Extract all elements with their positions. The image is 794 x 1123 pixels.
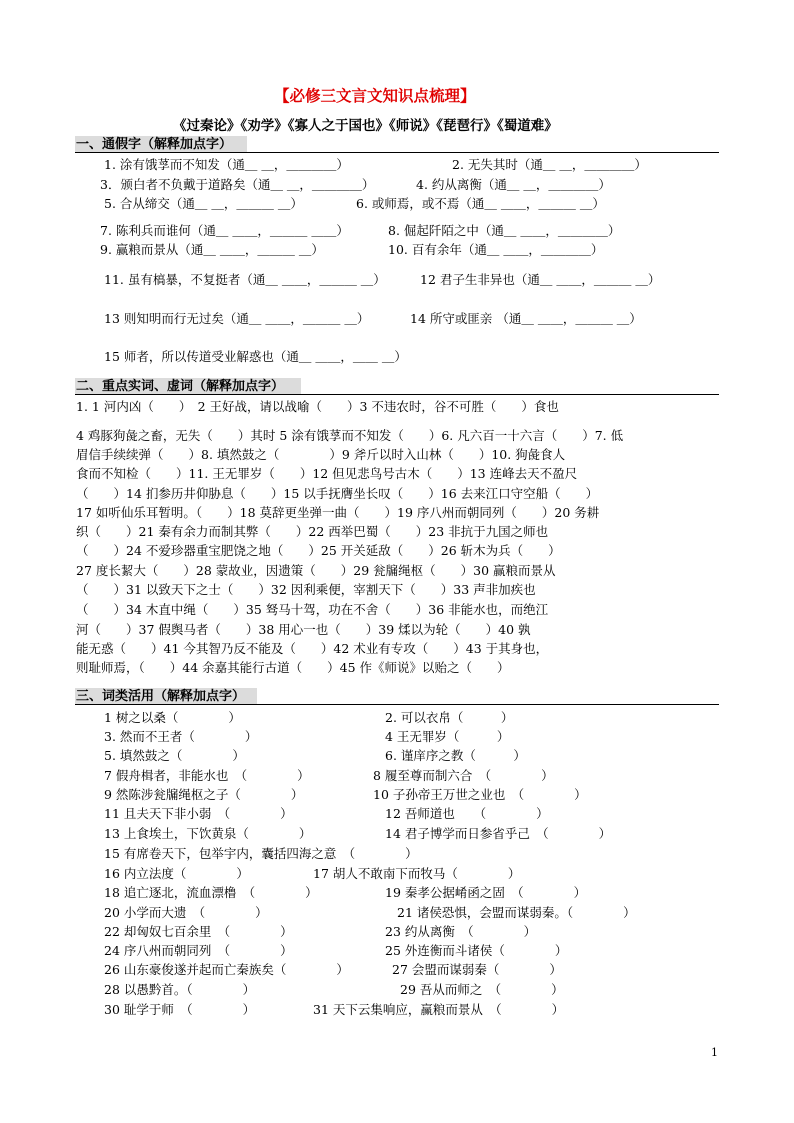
list-item: 1. 涂有饿莩而不知发（通＿ ＿，＿＿＿＿） bbox=[104, 157, 349, 172]
list-item: 12 君子生非异也（通＿ ＿＿，＿＿＿ ＿） bbox=[420, 272, 661, 287]
text-line: 食而不知检（ ）11. 王无罪岁（ ）12 但见悲鸟号古木（ ）13 连峰去天不盈尺 bbox=[76, 466, 578, 481]
list-item: 14 所守或匪亲 （通＿ ＿＿，＿＿＿ ＿） bbox=[410, 311, 642, 326]
document-title: 【必修三文言文知识点梳理】 bbox=[274, 86, 476, 105]
list-item: 21 诸侯恐惧，会盟而谋弱秦。（ ） bbox=[397, 905, 636, 920]
list-item: 17 胡人不敢南下而牧马（ ） bbox=[313, 866, 521, 881]
page-number: 1 bbox=[711, 1046, 718, 1059]
list-item: 2. 可以衣帛（ ） bbox=[385, 710, 514, 725]
text-line: （ ）14 扪参历井仰胁息（ ）15 以手抚膺坐长叹（ ）16 去来江口守空船（ ） bbox=[76, 486, 599, 501]
list-item: 23 约从离衡 （ ） bbox=[385, 924, 537, 939]
list-item: 16 内立法度（ ） bbox=[104, 866, 249, 881]
list-item: 29 吾从而师之 （ ） bbox=[400, 982, 564, 997]
list-item: 4. 约从离衡（通＿ ＿，＿＿＿＿） bbox=[416, 177, 611, 192]
list-item: 18 追亡逐北，流血漂橹 （ ） bbox=[104, 885, 318, 900]
text-line: 27 度长絜大（ ）28 蒙故业，因遗策（ ）29 瓮牖绳枢（ ）30 赢粮而景从 bbox=[76, 563, 556, 578]
list-item: 30 耻学于师 （ ） bbox=[104, 1002, 256, 1017]
list-item: 28 以愚黔首。（ ） bbox=[104, 982, 256, 997]
text-line: （ ）31 以致天下之士（ ）32 因利乘便，宰割天下（ ）33 声非加疾也 bbox=[76, 582, 536, 597]
list-item: 20 小学而大遗 （ ） bbox=[104, 905, 268, 920]
text-line: （ ）34 木直中绳（ ）35 驽马十驾，功在不舍（ ）36 非能水也，而绝江 bbox=[76, 602, 549, 617]
list-item: 12 吾师道也 （ ） bbox=[385, 806, 549, 821]
list-item: 5. 合从缔交（通＿ ＿，＿＿＿ ＿） bbox=[104, 196, 303, 211]
list-item: 5. 填然鼓之（ ） bbox=[104, 748, 245, 763]
list-item: 6. 谨庠序之教（ ） bbox=[385, 748, 526, 763]
list-item: 11. 虽有槁暴，不复挺者（通＿ ＿＿，＿＿＿ ＿） bbox=[104, 272, 386, 287]
list-item: 13 上食埃土，下饮黄泉（ ） bbox=[104, 826, 312, 841]
text-line: 17 如听仙乐耳暂明。（ ）18 莫辞更坐弹一曲（ ）19 序八州而朝同列（ ）20 务耕 bbox=[76, 505, 600, 520]
list-item: 10 子孙帝王万世之业也 （ ） bbox=[373, 787, 587, 802]
list-item: 15 师者，所以传道受业解惑也（通＿ ＿＿，＿＿ ＿） bbox=[104, 349, 407, 364]
list-item: 8 履至尊而制六合 （ ） bbox=[373, 768, 554, 783]
list-item: 3. 然而不王者（ ） bbox=[104, 729, 258, 744]
list-item: 31 天下云集响应，赢粮而景从 （ ） bbox=[313, 1002, 565, 1017]
list-item: 2. 无失其时（通＿ ＿，＿＿＿＿） bbox=[452, 157, 647, 172]
text-line: 1. 1 河内凶（ ） 2 王好战，请以战喻（ ）3 不违农时，谷不可胜（ ）食也 bbox=[76, 399, 559, 414]
list-item: 19 秦孝公据崤函之固 （ ） bbox=[385, 885, 587, 900]
list-item: 9 然陈涉瓮牖绳枢之子（ ） bbox=[104, 787, 304, 802]
list-item: 26 山东豪俊遂并起而亡秦族矣（ ） bbox=[104, 962, 349, 977]
text-line: 眉信手续续弹（ ）8. 填然鼓之（ ）9 斧斤以时入山林（ ）10. 狗彘食人 bbox=[76, 447, 566, 462]
section-heading-tongjiazi: 一、通假字（解释加点字） bbox=[76, 137, 233, 152]
list-item: 13 则知明而行无过矣（通＿ ＿＿，＿＿＿ ＿） bbox=[104, 311, 370, 326]
text-line: 则耻师焉，（ ）44 余嘉其能行古道（ ）45 作《师说》以贻之（ ） bbox=[76, 660, 510, 675]
list-item: 10. 百有余年（通＿ ＿＿，＿＿＿＿） bbox=[388, 242, 604, 257]
list-item: 3．颁白者不负戴于道路矣（通＿ ＿，＿＿＿＿） bbox=[100, 177, 375, 192]
list-item: 4 王无罪岁（ ） bbox=[385, 729, 510, 744]
list-item: 24 序八州而朝同列 （ ） bbox=[104, 943, 293, 958]
text-line: 4 鸡豚狗彘之畜，无失（ ）其时 5 涂有饿莩而不知发（ ）6. 凡六百一十六言（ ）7. 低 bbox=[76, 428, 624, 443]
list-item: 1 树之以桑（ ） bbox=[104, 710, 241, 725]
section-heading-cilei-huoyong: 三、词类活用（解释加点字） bbox=[76, 689, 246, 704]
list-item: 7 假舟楫者，非能水也 （ ） bbox=[104, 768, 310, 783]
list-item: 11 且夫天下非小弱 （ ） bbox=[104, 806, 293, 821]
list-item: 14 君子博学而日参省乎己 （ ） bbox=[385, 826, 612, 841]
text-line: 能无惑（ ）41 今其智乃反不能及（ ）42 术业有专攻（ ）43 于其身也， bbox=[76, 641, 549, 656]
list-item: 9. 赢粮而景从（通＿ ＿＿，＿＿＿ ＿） bbox=[100, 242, 324, 257]
section-heading-shici-xuci: 二、重点实词、虚词（解释加点字） bbox=[76, 379, 285, 394]
list-item: 22 却匈奴七百余里 （ ） bbox=[104, 924, 293, 939]
list-item: 25 外连衡而斗诸侯（ ） bbox=[385, 943, 568, 958]
list-item: 7. 陈利兵而谁何（通＿ ＿＿，＿＿＿ ＿＿） bbox=[100, 223, 349, 238]
text-line: （ ）24 不爱珍器重宝肥饶之地（ ）25 开关延敌（ ）26 斩木为兵（ ） bbox=[76, 543, 561, 558]
list-item: 27 会盟而谋弱秦（ ） bbox=[392, 962, 562, 977]
text-line: 河（ ）37 假舆马者（ ）38 用心一也（ ）39 煣以为轮（ ）40 孰 bbox=[76, 622, 531, 637]
list-item: 15 有席卷天下，包举宇内，囊括四海之意 （ ） bbox=[104, 846, 418, 861]
list-item: 6. 或师焉，或不焉（通＿ ＿＿，＿＿＿ ＿） bbox=[356, 196, 605, 211]
document-subtitle: 《过秦论》《劝学》《寡人之于国也》《师说》《琵琶行》《蜀道难》 bbox=[173, 118, 558, 134]
list-item: 8. 倔起阡陌之中（通＿ ＿＿，＿＿＿＿） bbox=[388, 223, 621, 238]
text-line: 织（ ）21 秦有余力而制其弊（ ）22 西举巴蜀（ ）23 非抗于九国之师也 bbox=[76, 524, 549, 539]
